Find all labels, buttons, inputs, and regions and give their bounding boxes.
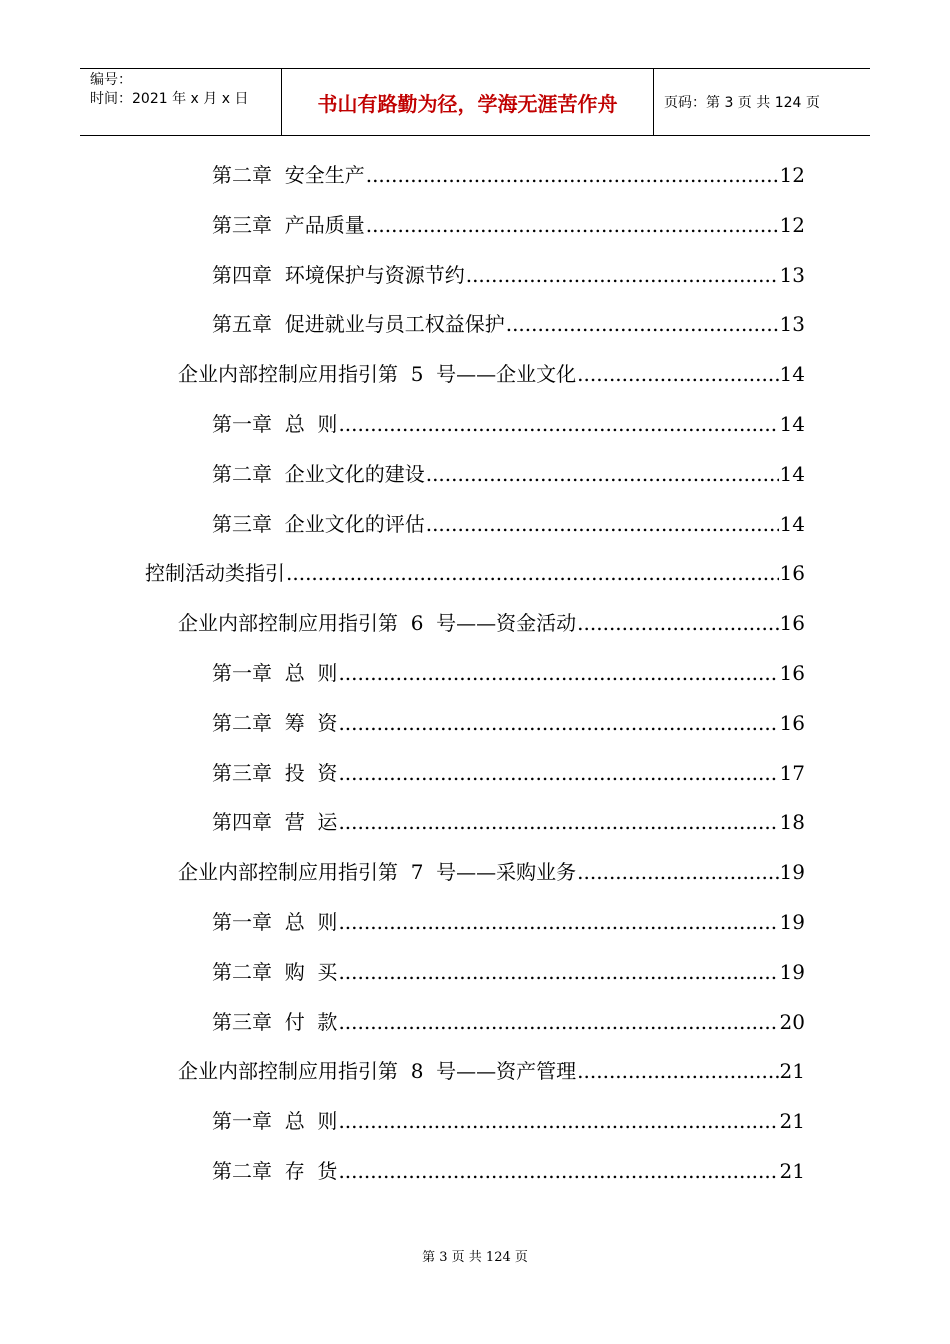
toc-entry-title: 第一章 总 则 bbox=[212, 661, 338, 685]
toc-entry-title: 企业内部控制应用指引第 8 号——资产管理 bbox=[178, 1059, 577, 1084]
document-number-label: 编号： bbox=[90, 72, 132, 88]
toc-entry-page: 19 bbox=[779, 959, 805, 984]
toc-entry-title: 第三章 投 资 bbox=[212, 760, 338, 785]
toc-entry[interactable] bbox=[212, 160, 805, 190]
toc-dot-leader bbox=[338, 658, 778, 688]
header-motto: 书山有路勤为径，学海无涯苦作舟 bbox=[282, 69, 654, 135]
toc-dot-leader bbox=[338, 1156, 778, 1186]
toc-entry-page: 16 bbox=[779, 611, 805, 636]
toc-entry[interactable] bbox=[178, 359, 805, 389]
toc-entry-page: 14 bbox=[779, 511, 805, 536]
toc-dot-leader bbox=[577, 1056, 778, 1086]
toc-entry-title: 第二章 购 买 bbox=[212, 959, 338, 984]
toc-entry-title: 第三章 企业文化的评估 bbox=[212, 511, 425, 536]
toc-entry-page: 18 bbox=[779, 810, 805, 835]
toc-entry-title: 第二章 安全生产 bbox=[212, 163, 365, 187]
toc-dot-leader bbox=[338, 807, 778, 837]
toc-dot-leader bbox=[426, 509, 779, 539]
toc-entry-title: 第三章 产品质量 bbox=[212, 212, 365, 237]
toc-dot-leader bbox=[338, 758, 778, 788]
toc-dot-leader bbox=[426, 459, 779, 489]
toc-entry-page: 12 bbox=[779, 163, 805, 187]
toc-dot-leader bbox=[577, 857, 778, 887]
toc-entry-page: 19 bbox=[779, 860, 805, 885]
toc-entry[interactable] bbox=[212, 957, 805, 987]
toc-dot-leader bbox=[466, 260, 779, 290]
toc-entry[interactable] bbox=[212, 1156, 805, 1186]
toc-entry-title: 第二章 筹 资 bbox=[212, 710, 338, 735]
toc-entry-title: 企业内部控制应用指引第 7 号——采购业务 bbox=[178, 860, 577, 885]
toc-entry-title: 第一章 总 则 bbox=[212, 412, 338, 436]
toc-dot-leader bbox=[338, 957, 778, 987]
toc-entry[interactable] bbox=[212, 509, 805, 539]
toc-entry-title: 控制活动类指引 bbox=[145, 561, 285, 586]
toc-dot-leader bbox=[338, 409, 778, 439]
toc-entry-page: 16 bbox=[779, 661, 805, 685]
toc-entry-title: 第二章 企业文化的建设 bbox=[212, 461, 425, 486]
toc-entry[interactable] bbox=[178, 857, 805, 887]
document-time-label: 时间：2021 年 x 月 x 日 bbox=[90, 91, 249, 107]
toc-entry[interactable] bbox=[212, 210, 805, 240]
toc-entry-title: 企业内部控制应用指引第 5 号——企业文化 bbox=[178, 362, 577, 387]
toc-entry[interactable] bbox=[178, 608, 805, 638]
toc-dot-leader bbox=[366, 210, 779, 240]
toc-entry[interactable] bbox=[212, 459, 805, 489]
toc-entry-title: 第一章 总 则 bbox=[212, 1109, 338, 1134]
toc-entry-title: 第三章 付 款 bbox=[212, 1009, 338, 1034]
toc-dot-leader bbox=[577, 608, 778, 638]
toc-entry-page: 12 bbox=[779, 212, 805, 237]
page-footer: 第 3 页 共 124 页 bbox=[422, 1250, 528, 1265]
toc-entry[interactable] bbox=[212, 1106, 805, 1136]
toc-entry-title: 第五章 促进就业与员工权益保护 bbox=[212, 312, 505, 337]
toc-entry-page: 14 bbox=[779, 461, 805, 486]
toc-entry[interactable] bbox=[212, 409, 805, 439]
toc-entry-page: 20 bbox=[779, 1009, 805, 1034]
toc-entry-title: 第四章 营 运 bbox=[212, 810, 338, 835]
toc-entry-title: 第一章 总 则 bbox=[212, 910, 338, 934]
toc-entry[interactable] bbox=[212, 1007, 805, 1037]
toc-entry-page: 21 bbox=[779, 1059, 805, 1084]
toc-entry[interactable] bbox=[212, 807, 805, 837]
toc-entry-page: 21 bbox=[779, 1109, 805, 1134]
toc-entry[interactable] bbox=[212, 708, 805, 738]
toc-entry[interactable] bbox=[212, 260, 805, 290]
header-meta bbox=[80, 69, 282, 135]
toc-entry-page: 14 bbox=[779, 412, 805, 436]
toc-entry-page: 19 bbox=[779, 910, 805, 934]
toc-entry-title: 企业内部控制应用指引第 6 号——资金活动 bbox=[178, 611, 577, 636]
toc-dot-leader bbox=[366, 160, 779, 190]
toc-entry-title: 第二章 存 货 bbox=[212, 1159, 338, 1183]
toc-entry[interactable] bbox=[212, 309, 805, 339]
toc-entry-page: 16 bbox=[779, 561, 805, 586]
toc-dot-leader bbox=[286, 558, 779, 588]
header-page-info: 页码：第 3 页 共 124 页 bbox=[664, 95, 820, 111]
page-header bbox=[80, 68, 870, 136]
toc-entry-page: 21 bbox=[779, 1159, 805, 1183]
toc-dot-leader bbox=[338, 907, 778, 937]
toc-dot-leader bbox=[338, 708, 778, 738]
toc-entry-page: 13 bbox=[779, 262, 805, 287]
toc-entry-page: 16 bbox=[779, 710, 805, 735]
toc-dot-leader bbox=[338, 1007, 778, 1037]
toc-entry[interactable] bbox=[212, 758, 805, 788]
toc-entry[interactable] bbox=[145, 558, 805, 588]
toc-entry-page: 14 bbox=[779, 362, 805, 387]
toc-dot-leader bbox=[577, 359, 778, 389]
toc-entry[interactable] bbox=[178, 1056, 805, 1086]
toc-entry[interactable] bbox=[212, 658, 805, 688]
toc-entry-page: 17 bbox=[779, 760, 805, 785]
toc-entry-page: 13 bbox=[779, 312, 805, 337]
toc-dot-leader bbox=[506, 309, 779, 339]
toc-dot-leader bbox=[338, 1106, 778, 1136]
toc-entry-title: 第四章 环境保护与资源节约 bbox=[212, 262, 465, 287]
toc-entry[interactable] bbox=[212, 907, 805, 937]
